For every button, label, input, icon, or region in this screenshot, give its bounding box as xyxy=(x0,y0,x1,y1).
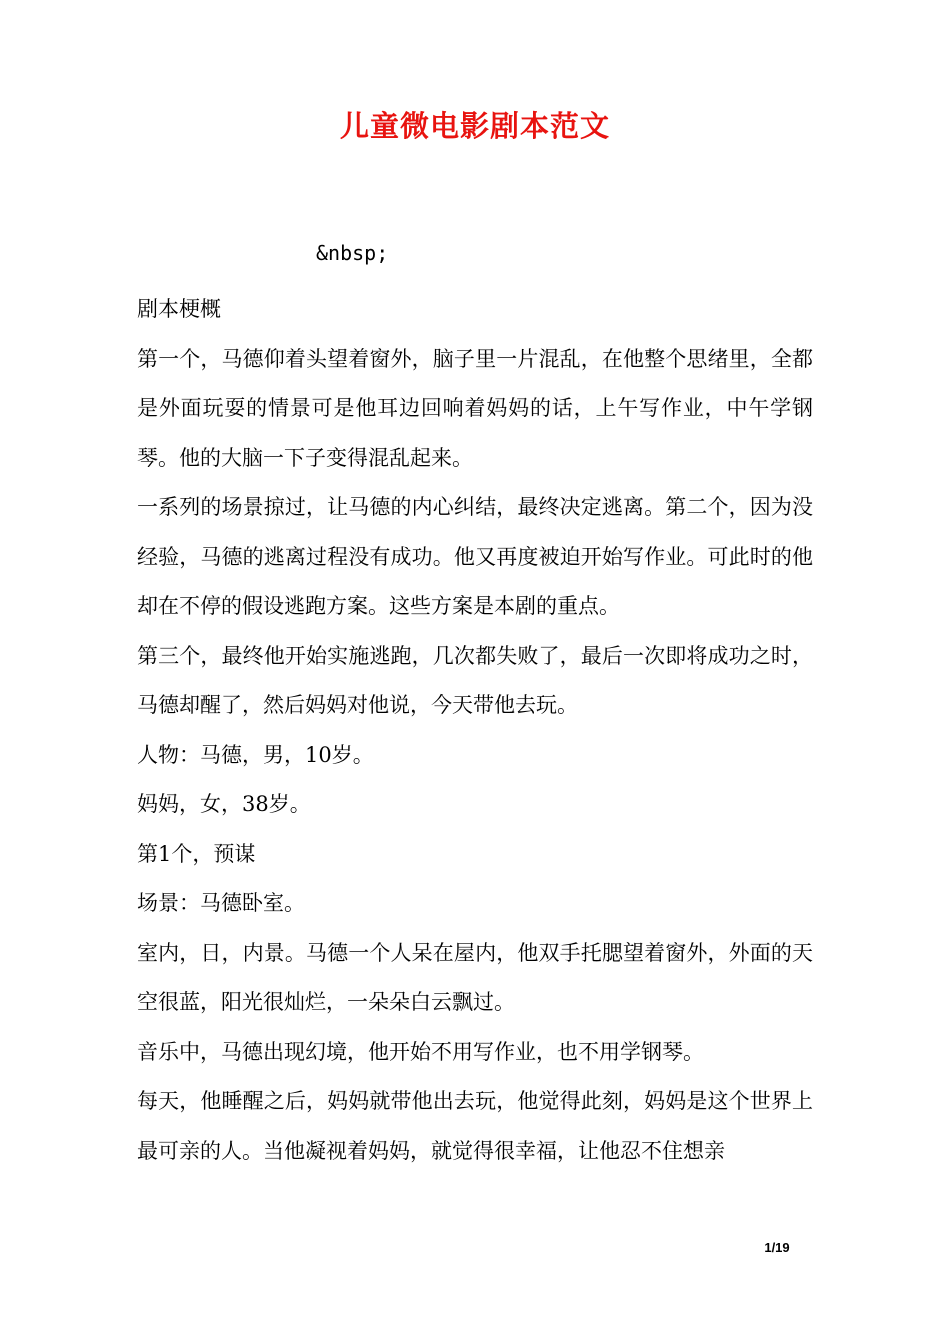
paragraph: 第三个，最终他开始实施逃跑，几次都失败了，最后一次即将成功之时，马德却醒了，然后妈妈对他说，今天带他去玩。 xyxy=(137,643,813,717)
section-heading: 剧本梗概 xyxy=(137,297,221,321)
paragraph: 第一个，马德仰着头望着窗外，脑子里一片混乱，在他整个思绪里，全都是外面玩耍的情景可是他耳边回响着妈妈的话，上午写作业，中午学钢琴。他的大脑一下子变得混乱起来。 xyxy=(137,346,813,470)
paragraph: 场景：马德卧室。 xyxy=(137,891,305,915)
paragraph: 妈妈，女，38岁。 xyxy=(137,792,311,816)
paragraph: 音乐中，马德出现幻境，他开始不用写作业，也不用学钢琴。 xyxy=(137,1039,704,1064)
paragraph: 每天，他睡醒之后，妈妈就带他出去玩，他觉得此刻，妈妈是这个世界上最可亲的人。当他凝视着妈妈，就觉得很幸福，让他忍不住想亲 xyxy=(137,1089,813,1163)
nbsp-text: &nbsp; xyxy=(316,241,389,265)
paragraph: 一系列的场景掠过，让马德的内心纠结，最终决定逃离。第二个，因为没经验，马德的逃离过程没有成功。他又再度被迫开始写作业。可此时的他却在不停的假设逃跑方案。这些方案是本剧的重点。 xyxy=(137,495,813,618)
paragraph: 第1个，预谋 xyxy=(137,841,256,866)
paragraph: 室内，日，内景。马德一个人呆在屋内，他双手托腮望着窗外，外面的天空很蓝，阳光很灿烂，一朵朵白云飘过。 xyxy=(137,940,813,1014)
paragraph: 人物：马德，男，10岁。 xyxy=(137,742,374,767)
document-title: 儿童微电影剧本范文 xyxy=(339,109,610,143)
page-number: 1/19 xyxy=(764,1240,790,1255)
document-body xyxy=(137,285,813,1176)
